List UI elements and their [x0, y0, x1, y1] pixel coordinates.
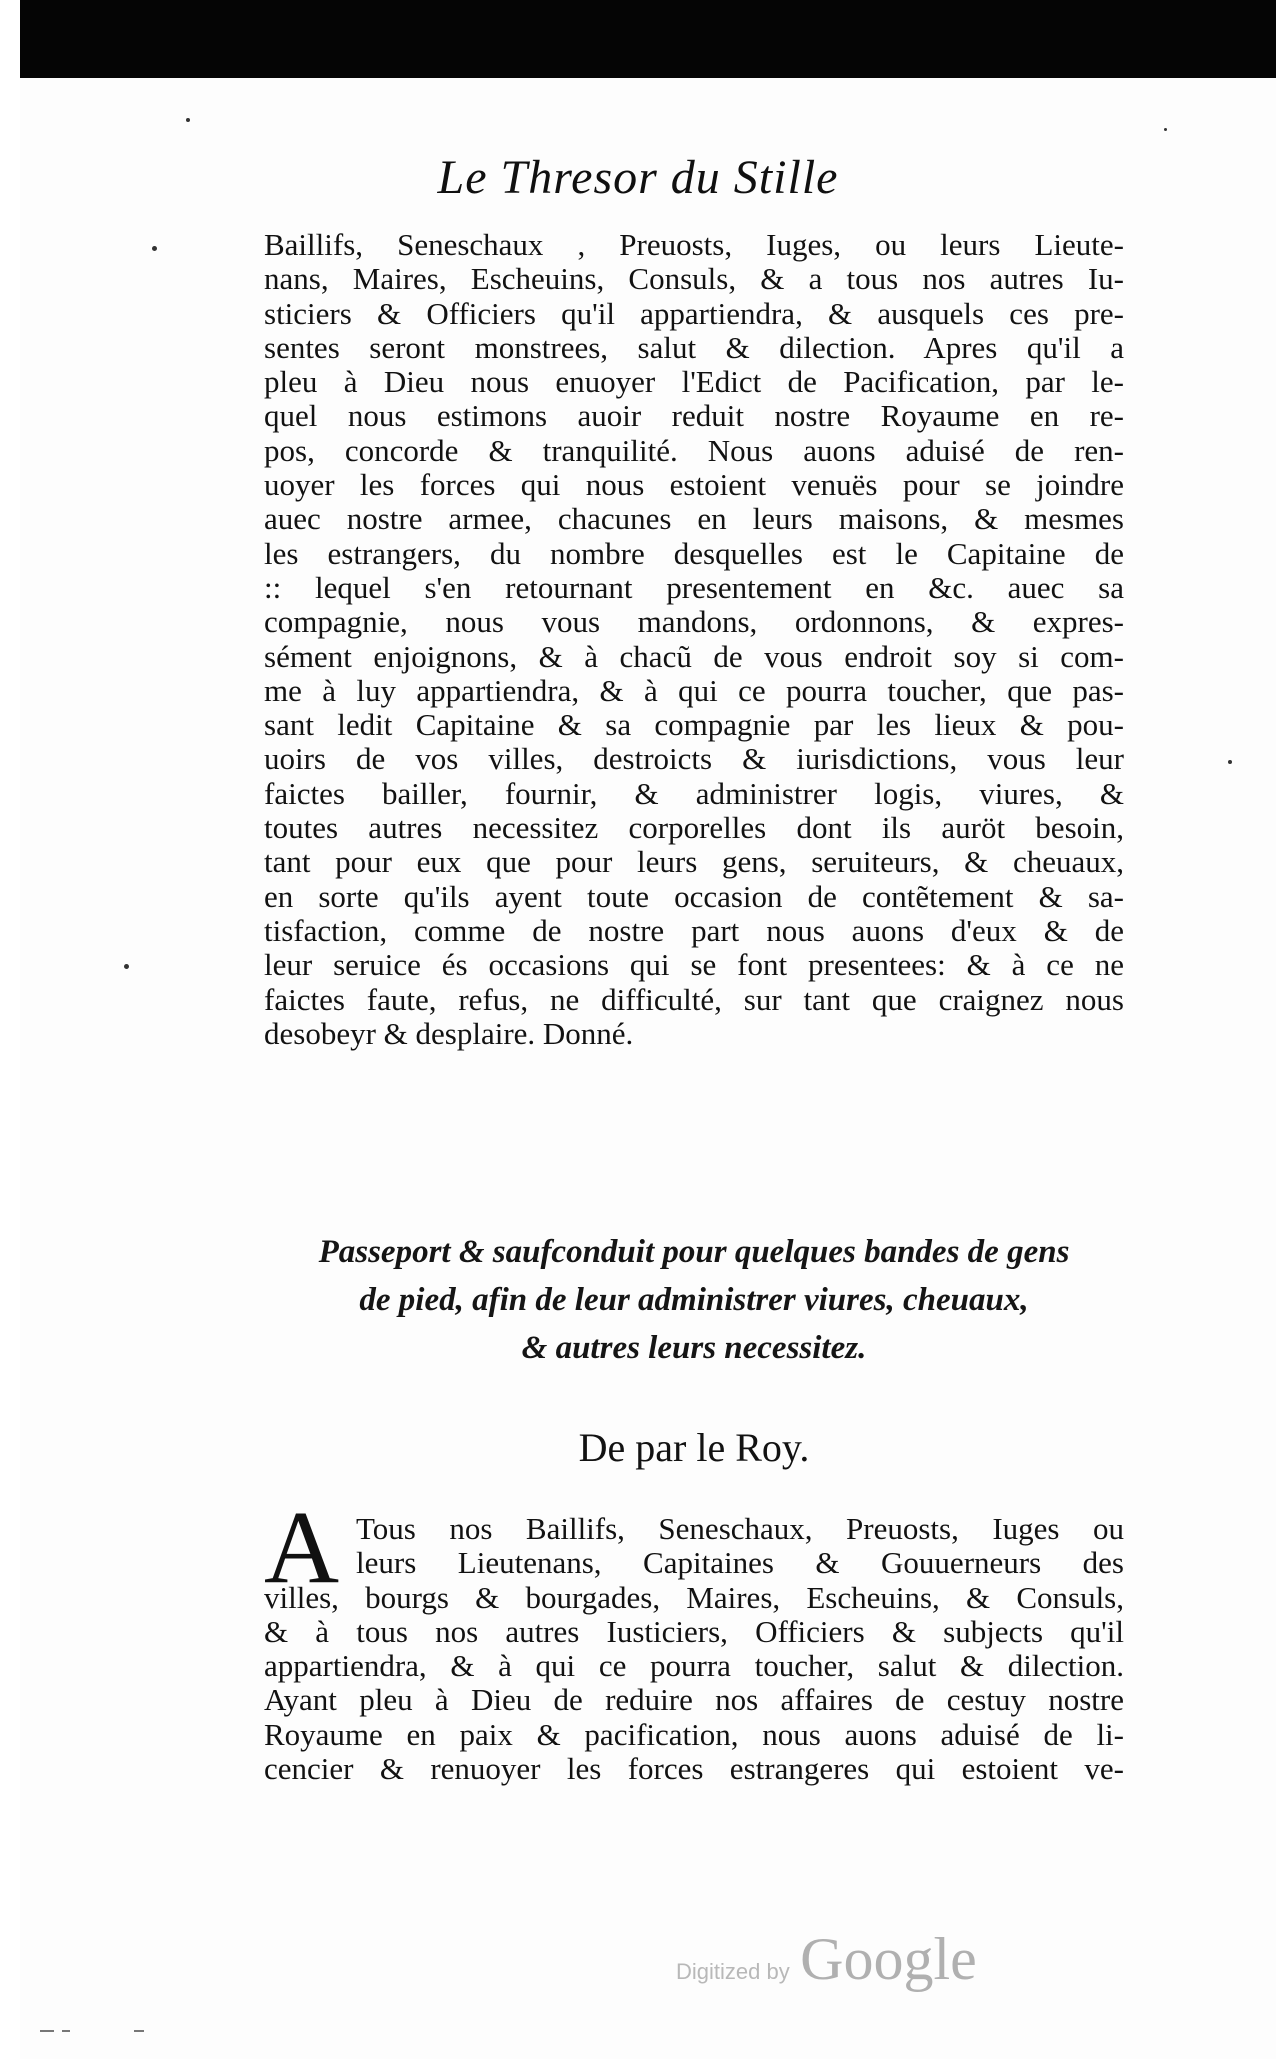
passage-1-line: toutes autres necessitez corporelles dont ils auröt besoin,: [264, 810, 1124, 846]
passage-1-line: sément enjoignons, & à chacũ de vous endroit soy si com-: [264, 638, 1124, 674]
passage-1-line: quel nous estimons auoir reduit nostre Royaume en re-: [264, 398, 1124, 434]
section-heading: [264, 1228, 1124, 1372]
passage-1-line: faictes bailler, fournir, & administrer logis, viures, &: [264, 775, 1124, 811]
scan-edge-mark: [62, 2030, 70, 2032]
passage-1-line: les estrangers, du nombre desquelles est le Capitaine de: [264, 535, 1124, 571]
passage-1-line: sticiers & Officiers qu'il appartiendra, & ausquels ces pre-: [264, 295, 1124, 331]
scan-edge-mark: [134, 2030, 144, 2032]
section-heading-line: & autres leurs necessitez.: [521, 1330, 867, 1366]
scan-speck: [186, 118, 190, 122]
passage-1-line: Baillifs, Seneschaux , Preuosts, Iuges, ou leurs Lieute-: [264, 227, 1124, 262]
passage-1-line: compagnie, nous vous mandons, ordonnons, & expres-: [264, 604, 1124, 640]
passage-1-line: sant ledit Capitaine & sa compagnie par les lieux & pou-: [264, 707, 1124, 743]
passage-1-line: sentes seront monstrees, salut & dilection. Apres qu'il a: [264, 329, 1124, 365]
drop-cap-initial: A: [264, 1490, 340, 1605]
digitized-by-label: Digitized by: [676, 1959, 790, 1984]
passage-2-line: & à tous nos autres Iusticiers, Officiers & subjects qu'il: [264, 1613, 1124, 1649]
passage-1-line: :: lequel s'en retournant presentement en &c. auec sa: [264, 569, 1124, 605]
passage-1-line: auec nostre armee, chacunes en leurs maisons, & mesmes: [264, 501, 1124, 537]
digitized-watermark: [676, 1925, 977, 1994]
passage-1-line: leur seruice és occasions qui se font presentees: & à ce ne: [264, 947, 1124, 983]
section-heading-line: Passeport & saufconduit pour quelques bandes de gens: [318, 1234, 1070, 1270]
passage-1-line: me à luy appartiendra, & à qui ce pourra toucher, que pas-: [264, 672, 1124, 708]
passage-1-line: uoyer les forces qui nous estoient venuës pour se joindre: [264, 467, 1124, 503]
passage-2-line: cencier & renuoyer les forces estrangeres qui estoient ve-: [264, 1751, 1124, 1787]
passage-2-line: Tous nos Baillifs, Seneschaux, Preuosts, Iuges ou: [356, 1511, 1124, 1546]
passage-1-line: tant pour eux que pour leurs gens, seruiteurs, & cheuaux,: [264, 844, 1124, 880]
passage-1: [264, 228, 1124, 1051]
scan-speck: [152, 246, 157, 251]
passage-1-line: en sorte qu'ils ayent toute occasion de contẽtement & sa-: [264, 878, 1124, 914]
passage-1-line: pleu à Dieu nous enuoyer l'Edict de Pacification, par le-: [264, 364, 1124, 400]
passage-1-line: desobeyr & desplaire. Donné.: [264, 1015, 634, 1051]
passage-1-line: uoirs de vos villes, destroicts & iurisdictions, vous leur: [264, 741, 1124, 777]
passage-1-line: nans, Maires, Escheuins, Consuls, & a tous nos autres Iu-: [264, 261, 1124, 297]
running-head: Le Thresor du Stille: [437, 151, 839, 204]
passage-2-line: Royaume en paix & pacification, nous auons aduisé de li-: [264, 1716, 1124, 1752]
passage-1-line: pos, concorde & tranquilité. Nous auons aduisé de ren-: [264, 432, 1124, 468]
google-logo: Google: [800, 1926, 977, 1992]
passage-2-line: Ayant pleu à Dieu de reduire nos affaires de cestuy nostre: [264, 1682, 1124, 1718]
passage-1-line: faictes faute, refus, ne difficulté, sur tant que craignez nous: [264, 981, 1124, 1017]
scan-top-border: [20, 0, 1276, 78]
passage-2-line: leurs Lieutenans, Capitaines & Gouuerneurs des: [356, 1545, 1124, 1581]
scan-speck: [124, 964, 129, 969]
scan-speck: [1164, 128, 1167, 131]
passage-1-line: tisfaction, comme de nostre part nous auons d'eux & de: [264, 912, 1124, 948]
passage-2: [264, 1512, 1124, 1786]
scan-speck: [1228, 760, 1232, 764]
scan-edge-mark: [40, 2030, 54, 2032]
passage-2-line: villes, bourgs & bourgades, Maires, Escheuins, & Consuls,: [264, 1579, 1124, 1615]
decree-line: De par le Roy.: [578, 1425, 810, 1470]
passage-2-line: appartiendra, & à qui ce pourra toucher, salut & dilection.: [264, 1648, 1124, 1684]
section-heading-line: de pied, afin de leur administrer viures, cheuaux,: [359, 1282, 1029, 1318]
